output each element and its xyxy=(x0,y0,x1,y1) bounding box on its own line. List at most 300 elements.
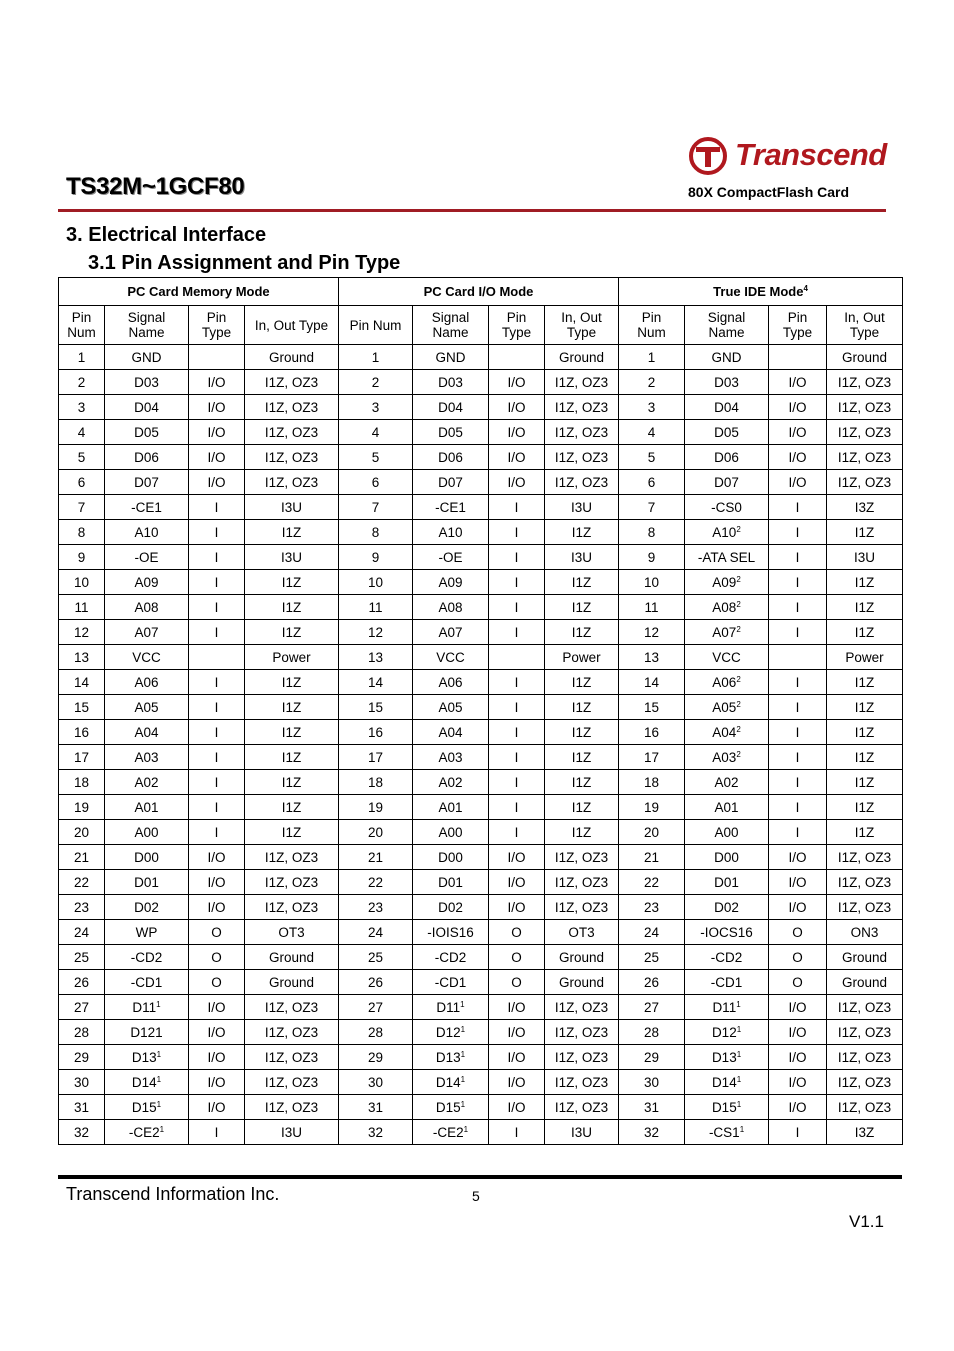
table-cell xyxy=(189,695,245,720)
table-cell xyxy=(105,795,189,820)
cell-value: I1Z xyxy=(854,699,875,715)
cell-value: I1Z, OZ3 xyxy=(264,1024,319,1040)
cell-value: I3Z xyxy=(854,499,875,515)
cell-value: I1Z, OZ3 xyxy=(264,899,319,915)
cell-value: A05 xyxy=(712,699,737,715)
mode-group-label: PC Card I/O Mode xyxy=(423,284,534,299)
table-cell xyxy=(105,770,189,795)
cell-value: I1Z xyxy=(571,774,592,790)
table-cell xyxy=(339,370,413,395)
cell-value: 23 xyxy=(367,899,384,915)
table-cell xyxy=(545,1020,619,1045)
table-cell xyxy=(413,545,489,570)
cell-value: I xyxy=(514,749,519,765)
cell-value: I3U xyxy=(571,549,593,565)
cell-value: D15 xyxy=(131,1099,157,1115)
column-header-text: Pin xyxy=(641,310,662,325)
table-row xyxy=(59,495,903,520)
cell-value: I1Z, OZ3 xyxy=(837,474,892,490)
cell-value: I xyxy=(795,824,800,840)
table-cell xyxy=(59,495,105,520)
table-cell xyxy=(545,420,619,445)
cell-value: D02 xyxy=(438,899,463,915)
table-cell xyxy=(685,695,769,720)
cell-value: I xyxy=(795,774,800,790)
column-header-text: Pin Num xyxy=(349,317,402,333)
cell-value: I/O xyxy=(507,1024,526,1040)
table-cell xyxy=(619,545,685,570)
cell-value: Ground xyxy=(842,949,888,965)
table-cell xyxy=(413,795,489,820)
cell-value: 29 xyxy=(367,1049,384,1065)
table-cell xyxy=(489,520,545,545)
table-cell xyxy=(245,820,339,845)
cell-value: 10 xyxy=(73,574,90,590)
cell-value: 7 xyxy=(77,499,86,515)
table-row xyxy=(59,895,903,920)
table-cell xyxy=(339,345,413,370)
cell-value: I1Z xyxy=(281,674,302,690)
cell-value: I1Z xyxy=(281,624,302,640)
cell-value: -CD2 xyxy=(130,949,163,965)
table-cell xyxy=(545,870,619,895)
table-cell xyxy=(619,820,685,845)
table-row xyxy=(59,970,903,995)
table-row xyxy=(59,945,903,970)
table-cell xyxy=(59,1020,105,1045)
table-cell xyxy=(827,895,903,920)
table-cell xyxy=(339,495,413,520)
table-cell xyxy=(489,670,545,695)
cell-value: I/O xyxy=(507,399,526,415)
cell-value: 24 xyxy=(73,924,90,940)
table-cell xyxy=(105,570,189,595)
cell-value: 18 xyxy=(367,774,384,790)
table-cell xyxy=(685,445,769,470)
mode-group-row xyxy=(59,278,903,306)
cell-value: D00 xyxy=(714,849,739,865)
cell-value: 32 xyxy=(73,1124,90,1140)
table-cell xyxy=(769,720,827,745)
table-cell xyxy=(339,570,413,595)
cell-value: I1Z xyxy=(571,749,592,765)
table-row xyxy=(59,570,903,595)
cell-value: I/O xyxy=(507,1099,526,1115)
cell-value: I1Z, OZ3 xyxy=(264,449,319,465)
table-cell xyxy=(59,345,105,370)
table-cell xyxy=(685,395,769,420)
cell-value: 19 xyxy=(644,799,660,815)
table-cell xyxy=(827,395,903,420)
cell-value: VCC xyxy=(436,649,465,665)
table-cell xyxy=(59,970,105,995)
table-cell xyxy=(769,920,827,945)
table-cell xyxy=(545,745,619,770)
cell-value: O xyxy=(511,924,522,940)
table-row xyxy=(59,1045,903,1070)
table-cell xyxy=(413,1070,489,1095)
cell-value: I/O xyxy=(207,474,226,490)
table-cell xyxy=(769,470,827,495)
cell-value: D05 xyxy=(714,424,739,440)
cell-value: 5 xyxy=(647,449,656,465)
cell-value: D03 xyxy=(438,374,463,390)
cell-value: I1Z xyxy=(854,824,875,840)
table-row xyxy=(59,1070,903,1095)
table-cell xyxy=(545,645,619,670)
cell-value: I/O xyxy=(207,899,226,915)
cell-value: Ground xyxy=(268,949,315,965)
table-row xyxy=(59,595,903,620)
cell-value: -CE1 xyxy=(435,499,466,515)
table-cell xyxy=(339,1070,413,1095)
cell-value: 8 xyxy=(77,524,86,540)
table-row xyxy=(59,845,903,870)
table-cell xyxy=(545,370,619,395)
cell-value: D15 xyxy=(711,1099,737,1115)
mode-group-header xyxy=(619,278,903,306)
cell-value: I/O xyxy=(207,374,226,390)
cell-value: I xyxy=(795,624,800,640)
cell-value: -CD1 xyxy=(434,974,467,990)
table-cell xyxy=(685,620,769,645)
table-cell xyxy=(105,645,189,670)
product-title: TS32M~1GCF80 xyxy=(66,173,245,200)
cell-value: I1Z, OZ3 xyxy=(837,374,892,390)
cell-value: A01 xyxy=(714,799,739,815)
table-cell xyxy=(339,820,413,845)
cell-value: D14 xyxy=(711,1074,737,1090)
cell-value: D13 xyxy=(711,1049,737,1065)
cell-value: 9 xyxy=(77,549,86,565)
table-cell xyxy=(339,645,413,670)
table-cell xyxy=(339,520,413,545)
footnote-marker: 2 xyxy=(736,674,741,684)
table-cell xyxy=(545,570,619,595)
table-cell xyxy=(619,1120,685,1145)
table-cell xyxy=(489,570,545,595)
cell-value: I/O xyxy=(788,849,807,865)
cell-value: I1Z, OZ3 xyxy=(264,1049,319,1065)
cell-value: O xyxy=(211,924,222,940)
cell-value: 7 xyxy=(371,499,380,515)
table-cell xyxy=(339,670,413,695)
footnote-marker: 1 xyxy=(736,1049,742,1059)
table-cell xyxy=(189,670,245,695)
cell-value: I/O xyxy=(788,1049,807,1065)
column-header xyxy=(685,306,769,345)
table-cell xyxy=(105,970,189,995)
cell-value: I xyxy=(795,549,800,565)
table-cell xyxy=(59,920,105,945)
table-cell xyxy=(545,470,619,495)
table-cell xyxy=(685,795,769,820)
cell-value: I xyxy=(514,799,519,815)
table-cell xyxy=(413,920,489,945)
cell-value: 7 xyxy=(647,499,656,515)
cell-value: I/O xyxy=(207,424,226,440)
table-cell xyxy=(769,595,827,620)
cell-value: I/O xyxy=(507,474,526,490)
table-cell xyxy=(413,445,489,470)
cell-value: 6 xyxy=(647,474,656,490)
cell-value: 28 xyxy=(73,1024,90,1040)
cell-value: I3U xyxy=(280,499,302,515)
table-row xyxy=(59,820,903,845)
table-cell xyxy=(827,345,903,370)
table-cell xyxy=(827,595,903,620)
table-cell xyxy=(339,1020,413,1045)
table-cell xyxy=(545,345,619,370)
cell-value: 13 xyxy=(73,649,90,665)
table-cell xyxy=(189,420,245,445)
table-cell xyxy=(489,645,545,670)
cell-value: I1Z xyxy=(571,524,592,540)
cell-value: I1Z xyxy=(854,524,875,540)
cell-value: Ground xyxy=(842,974,888,990)
table-cell xyxy=(685,570,769,595)
cell-value: I xyxy=(514,774,519,790)
table-cell xyxy=(619,420,685,445)
cell-value: I xyxy=(214,524,219,540)
cell-value: -ATA SEL xyxy=(697,549,756,565)
cell-value: I1Z, OZ3 xyxy=(264,849,319,865)
cell-value: 28 xyxy=(367,1024,384,1040)
table-cell xyxy=(413,945,489,970)
cell-value: A02 xyxy=(714,774,739,790)
cell-value: A08 xyxy=(712,599,737,615)
cell-value: 13 xyxy=(367,649,384,665)
column-header-text: Signal xyxy=(707,310,746,325)
table-cell xyxy=(545,1120,619,1145)
table-cell xyxy=(489,970,545,995)
cell-value: I xyxy=(514,824,519,840)
table-cell xyxy=(827,1120,903,1145)
cell-value: I1Z, OZ3 xyxy=(837,1049,892,1065)
cell-value: D06 xyxy=(438,449,463,465)
footnote-marker: 1 xyxy=(460,1049,466,1059)
cell-value: 14 xyxy=(644,674,660,690)
cell-value: I1Z, OZ3 xyxy=(837,899,892,915)
cell-value: 6 xyxy=(77,474,86,490)
table-cell xyxy=(59,895,105,920)
cell-value: VCC xyxy=(712,649,741,665)
cell-value: 10 xyxy=(367,574,384,590)
cell-value: 32 xyxy=(644,1124,660,1140)
cell-value: I xyxy=(514,699,519,715)
cell-value: I1Z xyxy=(281,724,302,740)
cell-value: I xyxy=(514,549,519,565)
cell-value: 25 xyxy=(73,949,90,965)
table-cell xyxy=(59,370,105,395)
table-cell xyxy=(769,520,827,545)
table-cell xyxy=(105,670,189,695)
table-cell xyxy=(59,670,105,695)
table-cell xyxy=(105,545,189,570)
table-cell xyxy=(619,1070,685,1095)
cell-value: A08 xyxy=(438,599,463,615)
table-cell xyxy=(769,745,827,770)
table-cell xyxy=(489,345,545,370)
table-cell xyxy=(619,845,685,870)
cell-value: 29 xyxy=(73,1049,90,1065)
table-cell xyxy=(769,995,827,1020)
product-subtitle: 80X CompactFlash Card xyxy=(688,184,850,200)
table-cell xyxy=(489,795,545,820)
cell-value: 14 xyxy=(367,674,384,690)
cell-value: I1Z, OZ3 xyxy=(837,449,892,465)
cell-value: 18 xyxy=(644,774,660,790)
cell-value: 27 xyxy=(644,999,660,1015)
cell-value: 32 xyxy=(367,1124,384,1140)
column-header xyxy=(189,306,245,345)
table-cell xyxy=(827,1020,903,1045)
cell-value: I xyxy=(795,799,800,815)
cell-value: A09 xyxy=(712,574,737,590)
brand-name: Transcend xyxy=(735,137,887,172)
cell-value: 22 xyxy=(73,874,90,890)
cell-value: D01 xyxy=(134,874,159,890)
cell-value: D14 xyxy=(131,1074,157,1090)
cell-value: 1 xyxy=(77,349,86,365)
cell-value: ON3 xyxy=(850,924,879,940)
table-cell xyxy=(339,545,413,570)
cell-value: A05 xyxy=(438,699,463,715)
cell-value: I1Z xyxy=(571,624,592,640)
table-cell xyxy=(245,845,339,870)
table-cell xyxy=(685,820,769,845)
table-cell xyxy=(827,970,903,995)
table-cell xyxy=(59,870,105,895)
table-cell xyxy=(827,1070,903,1095)
table-cell xyxy=(413,370,489,395)
table-cell xyxy=(489,895,545,920)
cell-value: A03 xyxy=(712,749,737,765)
cell-value: -CD2 xyxy=(710,949,743,965)
cell-value: I/O xyxy=(207,399,226,415)
mode-group-label: PC Card Memory Mode xyxy=(127,284,270,299)
table-cell xyxy=(105,495,189,520)
table-cell xyxy=(545,395,619,420)
table-cell xyxy=(413,1045,489,1070)
table-cell xyxy=(105,620,189,645)
cell-value: 4 xyxy=(371,424,380,440)
table-cell xyxy=(619,470,685,495)
cell-value: D00 xyxy=(134,849,159,865)
cell-value: 18 xyxy=(73,774,90,790)
column-header-text: Pin xyxy=(206,310,227,325)
table-cell xyxy=(827,670,903,695)
cell-value: Power xyxy=(845,649,884,665)
table-cell xyxy=(685,770,769,795)
cell-value: GND xyxy=(435,349,466,365)
table-cell xyxy=(489,845,545,870)
table-cell xyxy=(827,845,903,870)
table-cell xyxy=(189,795,245,820)
cell-value: I/O xyxy=(788,899,807,915)
table-cell xyxy=(619,1045,685,1070)
table-row xyxy=(59,920,903,945)
column-header xyxy=(827,306,903,345)
table-cell xyxy=(189,870,245,895)
cell-value: 30 xyxy=(644,1074,660,1090)
table-cell xyxy=(245,595,339,620)
column-header-text: Signal xyxy=(127,310,166,325)
table-cell xyxy=(489,820,545,845)
table-cell xyxy=(245,745,339,770)
column-header-text: Type xyxy=(566,325,597,340)
cell-value: 21 xyxy=(367,849,384,865)
table-cell xyxy=(685,970,769,995)
table-cell xyxy=(413,1120,489,1145)
table-cell xyxy=(827,520,903,545)
table-cell xyxy=(339,995,413,1020)
pin-assignment-table xyxy=(58,277,903,1145)
cell-value: 14 xyxy=(73,674,90,690)
table-cell xyxy=(619,570,685,595)
cell-value: I1Z xyxy=(281,599,302,615)
table-row xyxy=(59,545,903,570)
cell-value: I/O xyxy=(507,874,526,890)
cell-value: Power xyxy=(272,649,311,665)
table-cell xyxy=(413,895,489,920)
cell-value: 21 xyxy=(73,849,90,865)
table-cell xyxy=(245,495,339,520)
table-cell xyxy=(105,345,189,370)
cell-value: I/O xyxy=(788,1024,807,1040)
cell-value: 22 xyxy=(367,874,384,890)
table-cell xyxy=(545,1070,619,1095)
column-header-text: Pin xyxy=(506,310,527,325)
cell-value: I1Z xyxy=(281,774,302,790)
table-cell xyxy=(189,620,245,645)
cell-value: D07 xyxy=(134,474,159,490)
cell-value: A09 xyxy=(134,574,159,590)
table-cell xyxy=(769,445,827,470)
cell-value: I xyxy=(795,699,800,715)
cell-value: D00 xyxy=(438,849,463,865)
cell-value: I1Z, OZ3 xyxy=(554,899,609,915)
cell-value: 2 xyxy=(647,374,656,390)
table-cell xyxy=(245,645,339,670)
cell-value: I1Z xyxy=(854,724,875,740)
cell-value: 8 xyxy=(647,524,656,540)
cell-value: I1Z, OZ3 xyxy=(554,424,609,440)
cell-value: Ground xyxy=(559,949,605,965)
table-cell xyxy=(245,870,339,895)
table-cell xyxy=(413,595,489,620)
table-cell xyxy=(827,995,903,1020)
table-cell xyxy=(489,445,545,470)
footnote-marker: 1 xyxy=(463,1124,469,1134)
cell-value: I/O xyxy=(507,999,526,1015)
table-cell xyxy=(339,420,413,445)
cell-value: I1Z, OZ3 xyxy=(554,1024,609,1040)
cell-value: 24 xyxy=(644,924,660,940)
table-cell xyxy=(769,545,827,570)
table-cell xyxy=(105,445,189,470)
table-cell xyxy=(189,1020,245,1045)
table-row xyxy=(59,795,903,820)
table-cell xyxy=(189,970,245,995)
footnote-marker: 2 xyxy=(736,749,741,759)
cell-value: 23 xyxy=(73,899,90,915)
table-cell xyxy=(339,745,413,770)
column-header-row xyxy=(59,306,903,345)
cell-value: D06 xyxy=(714,449,739,465)
table-cell xyxy=(189,445,245,470)
table-cell xyxy=(545,795,619,820)
